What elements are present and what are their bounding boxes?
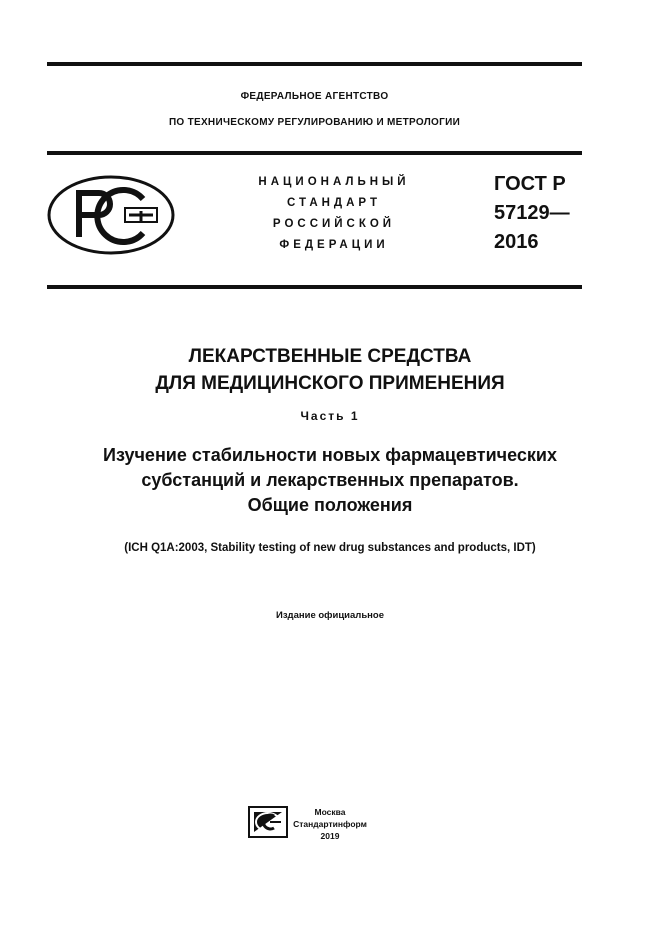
edition-label: Издание официальное [276, 610, 384, 621]
publisher-name: Стандартинформ [293, 819, 367, 829]
agency-line-2: ПО ТЕХНИЧЕСКОМУ РЕГУЛИРОВАНИЮ И МЕТРОЛОГИИ [168, 117, 461, 128]
designation-line: 57129— [494, 202, 570, 224]
top-rule [47, 62, 582, 66]
national-line: НАЦИОНАЛЬНЫЙ [258, 176, 410, 188]
publisher-city: Москва [314, 807, 346, 817]
national-standard-label [240, 172, 428, 256]
document-subtitle [47, 443, 613, 518]
national-line: РОССИЙСКОЙ [272, 218, 396, 230]
part-label: Часть 1 [300, 409, 360, 423]
subtitle-line: субстанций и лекарственных препаратов. [141, 470, 519, 490]
section-rule [47, 285, 582, 289]
designation-line: 2016 [494, 231, 539, 253]
publication-year: 2019 [320, 831, 340, 841]
standartinform-logo-icon [248, 806, 288, 838]
national-line: СТАНДАРТ [287, 197, 381, 209]
source-reference: (ICH Q1A:2003, Stability testing of new drug substances and products, IDT) [124, 542, 536, 554]
national-line: ФЕДЕРАЦИИ [279, 239, 389, 251]
standard-designation [494, 170, 570, 257]
document-title [47, 343, 613, 397]
publisher-info [290, 806, 370, 842]
title-line: ДЛЯ МЕДИЦИНСКОГО ПРИМЕНЕНИЯ [155, 373, 505, 394]
designation-line: ГОСТ Р [494, 173, 566, 195]
title-line: ЛЕКАРСТВЕННЫЕ СРЕДСТВА [188, 346, 472, 367]
agency-line-1: ФЕДЕРАЛЬНОЕ АГЕНТСТВО [240, 91, 389, 102]
subtitle-line: Общие положения [247, 495, 413, 515]
header-rule [47, 151, 582, 155]
subtitle-line: Изучение стабильности новых фармацевтических [103, 445, 557, 465]
rst-certification-logo-icon [47, 175, 175, 255]
